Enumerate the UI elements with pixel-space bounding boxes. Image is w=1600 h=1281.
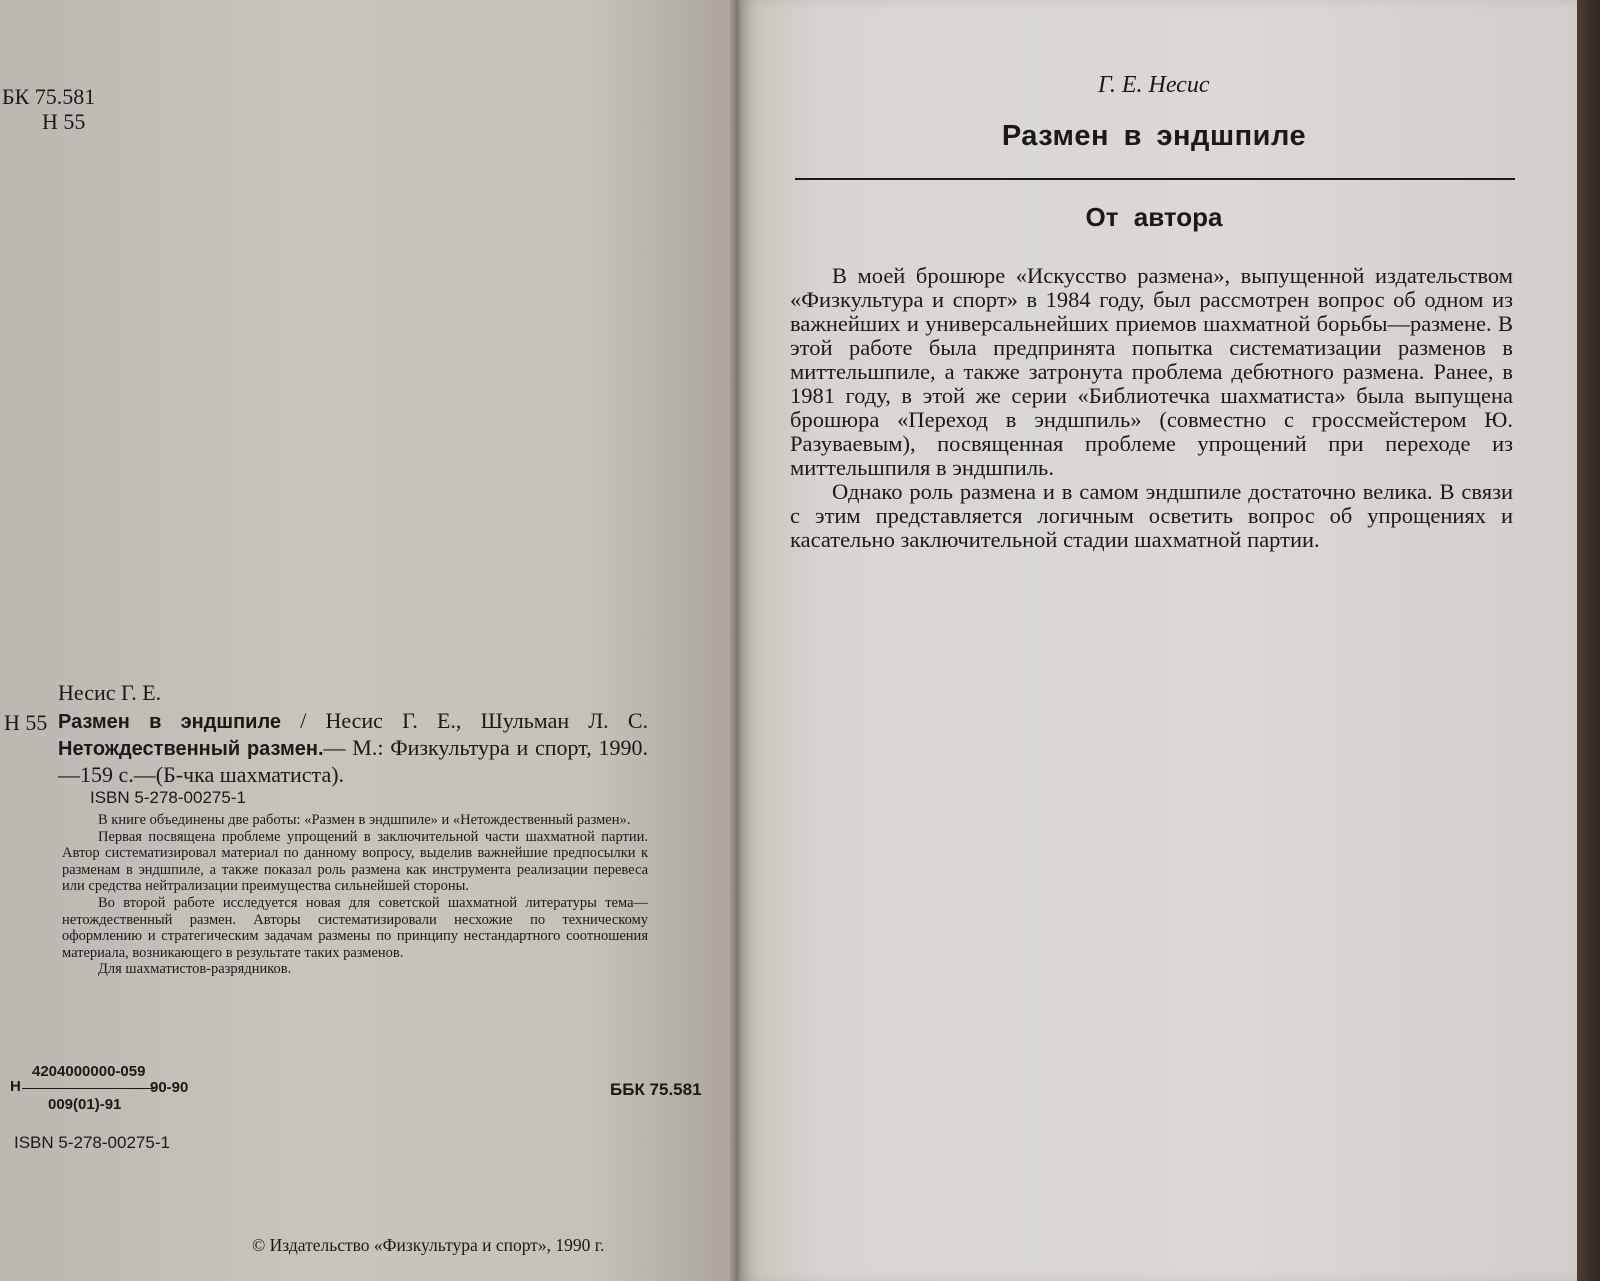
catalog-isbn: ISBN 5-278-00275-1 [90, 788, 246, 807]
preface-paragraph: Однако роль размена и в самом эндшпиле достаточно велика. В связи с этим представляется логичным осветить вопрос об упрощениях и касательно заключительной стадии шахматной партии. [790, 479, 1513, 552]
fraction-line [22, 1088, 155, 1089]
bbk-code-bottom: ББК 75.581 [610, 1080, 702, 1099]
isbn-bottom: ISBN 5-278-00275-1 [14, 1133, 170, 1152]
code-denominator: 009(01)-91 [48, 1096, 122, 1113]
annotation-paragraph: Во второй работе исследуется новая для советской шахматной литературы тема—нетождественный размен. Авторы систематизировали несхожие по техническому оформлению и стратегическим задачам размены по принципу нестандартного соотношения материала, возникающего в результате таких разменов. [62, 894, 648, 961]
catalog-publisher: — М.: Физкультура и спорт, 1990.—159 с.—(Б-чка шахматиста). [58, 735, 648, 787]
page-author: Г. Е. Несис [1098, 72, 1210, 98]
code-numerator: 4204000000-059 [32, 1063, 146, 1080]
left-page [0, 0, 738, 1281]
book-annotation [62, 812, 648, 978]
page-title: Размен в эндшпиле [1001, 120, 1307, 152]
annotation-paragraph: В книге объединены две работы: «Размен в эндшпиле» и «Нетождественный размен». [98, 812, 631, 828]
code-letter: Н [10, 1078, 21, 1095]
bbk-code: БК 75.581 [2, 84, 96, 109]
background-table-edge [1577, 0, 1600, 1281]
annotation-paragraph: Первая посвящена проблеме упрощений в заключительной части шахматной партии. Автор систематизировал материал по данному вопросу, выделив важнейшие предпосылки к разменам в эндшпиле, а также показал роль размена как инструмента реализации перевеса или средства нейтрализации преимущества сильнейшей стороны. [62, 828, 648, 895]
catalog-author: Несис Г. Е. [58, 680, 162, 705]
code-suffix: 90-90 [150, 1079, 189, 1096]
bbk-classification-top [2, 84, 95, 134]
catalog-authors: / Несис Г. Е., Шульман Л. С. [300, 708, 649, 733]
catalog-description [58, 708, 648, 788]
copyright-line: © Издательство «Физкультура и спорт», 1990 г. [252, 1235, 605, 1255]
title-rule [795, 178, 1515, 180]
catalog-author-mark: Н 55 [4, 710, 48, 735]
preface-paragraph: В моей брошюре «Искусство размена», выпущенной издательством «Физкультура и спорт» в 1984 году, был рассмотрен вопрос об одном из важнейших и универсальнейших приемов шахматной борьбы—размене. В этой работе была предпринята попытка систематизации разменов в миттельшпиле, а также затронута проблема дебютного размена. Ранее, в 1981 году, в этой же серии «Библиотечка шахматиста» была выпущена брошюра «Переход в эндшпиль» (совместно с гроссмейстером Ю. Разуваевым), посвященная проблеме упрощений при переходе из миттельшпиля в эндшпиль. [790, 263, 1513, 480]
author-mark-code: Н 55 [42, 109, 86, 134]
catalog-title-1: Размен в эндшпиле [58, 711, 282, 733]
section-heading: От автора [1085, 202, 1223, 232]
preface-text [790, 264, 1513, 552]
right-page [741, 0, 1577, 1281]
show-through-texture [220, 130, 225, 154]
annotation-paragraph: Для шахматистов-разрядников. [98, 961, 292, 978]
catalog-title-2: Нетождественный размен. [58, 738, 324, 760]
